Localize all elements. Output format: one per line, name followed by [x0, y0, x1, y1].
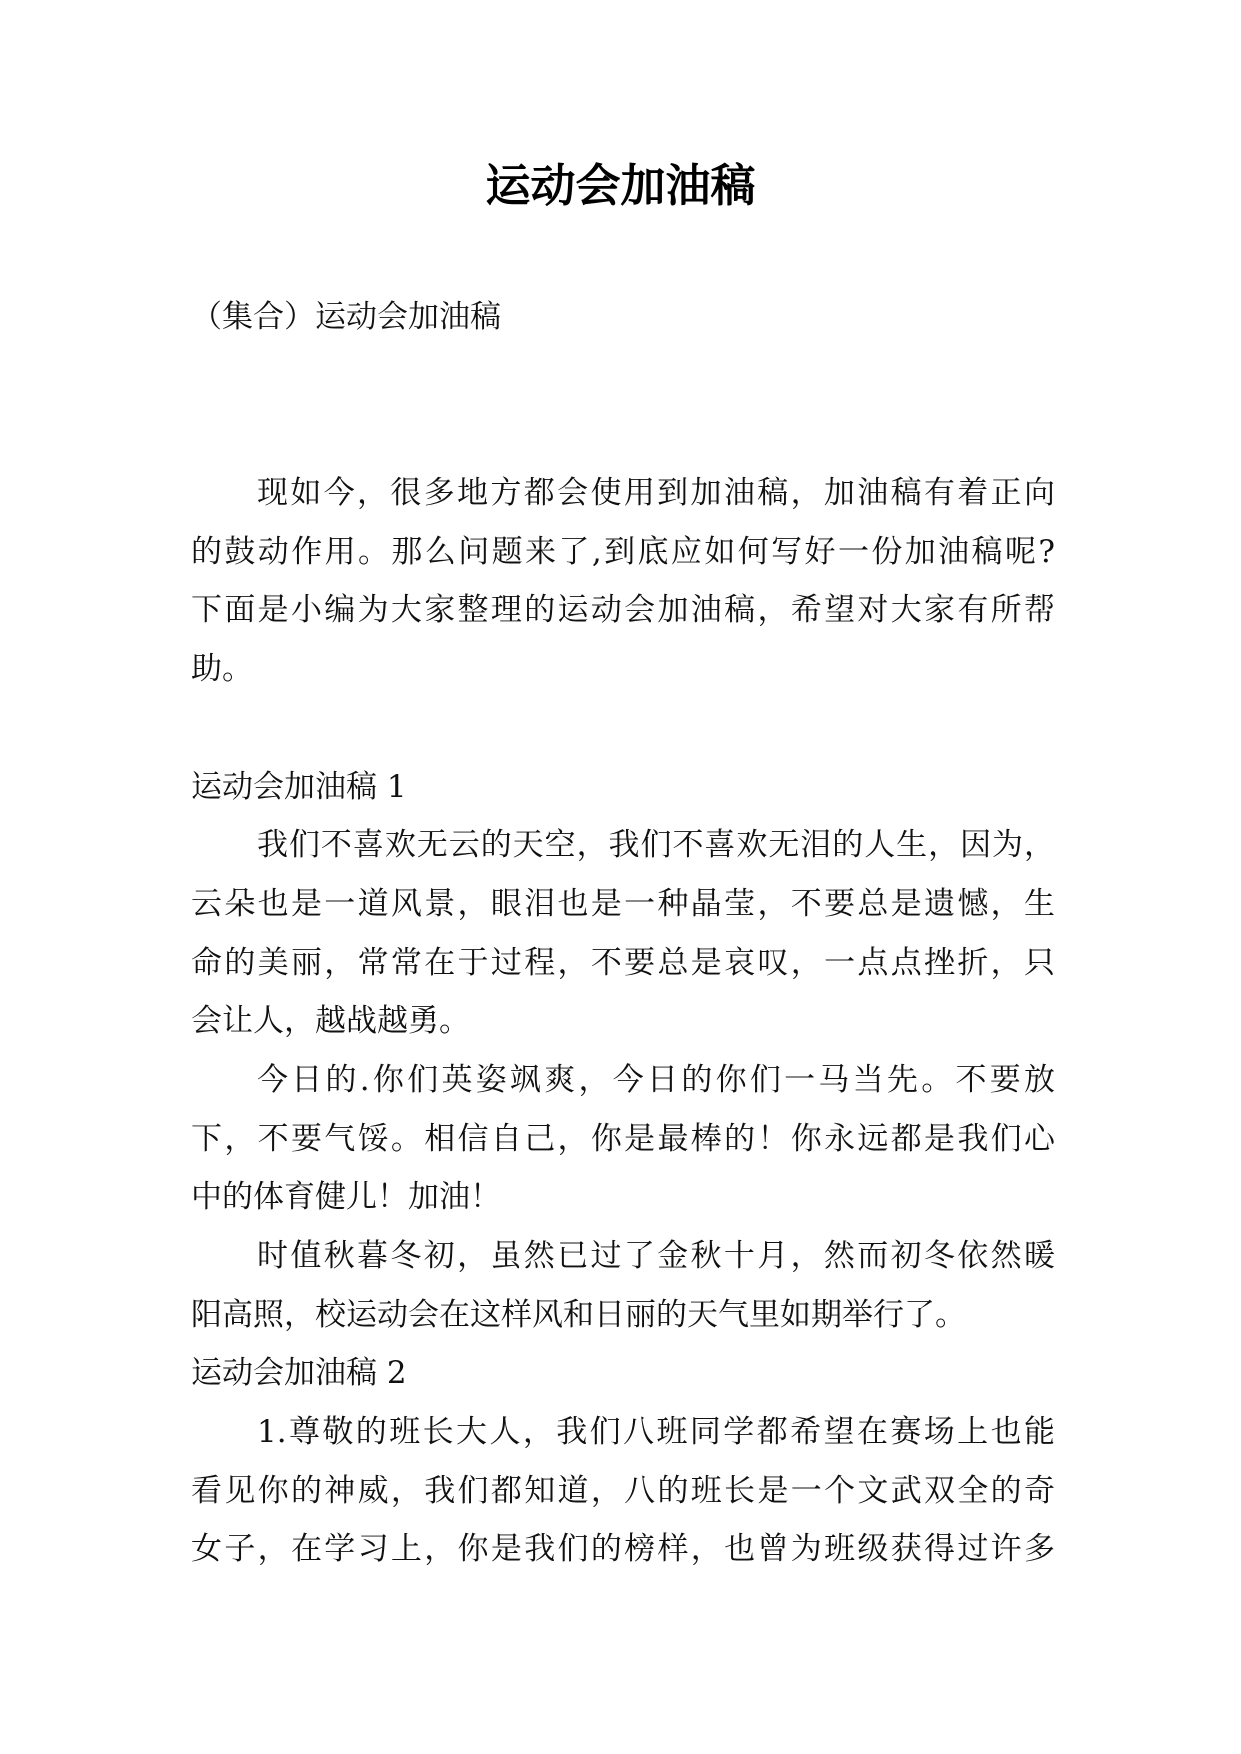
- section-heading: 运动会加油稿 2: [191, 1355, 407, 1392]
- paragraph-line: 1.尊敬的班长大人，我们八班同学都希望在赛场上也能: [257, 1414, 1055, 1451]
- section-paragraph: [191, 816, 1055, 1051]
- paragraph-line: 现如今，很多地方都会使用到加油稿，加油稿有着正向: [257, 475, 1055, 512]
- section-paragraph: [191, 1051, 1055, 1227]
- document-title: 运动会加油稿: [485, 159, 756, 212]
- paragraph-line: 助。: [191, 651, 253, 688]
- section-heading: 运动会加油稿 1: [191, 768, 407, 805]
- paragraph-line: 的鼓动作用。那么问题来了,到底应如何写好一份加油稿呢?: [191, 533, 1055, 570]
- paragraph-line: 今日的.你们英姿飒爽，今日的你们一马当先。不要放: [257, 1061, 1055, 1098]
- document-subtitle: （集合）运动会加油稿: [191, 299, 501, 335]
- section-paragraph: [191, 1227, 1055, 1344]
- paragraph-line: 会让人，越战越勇。: [191, 1003, 470, 1040]
- paragraph-line: 时值秋暮冬初，虽然已过了金秋十月，然而初冬依然暖: [257, 1238, 1055, 1275]
- section-1: [191, 758, 1055, 1345]
- paragraph-line: 下，不要气馁。相信自己，你是最棒的！你永远都是我们心: [191, 1120, 1055, 1157]
- paragraph-line: 中的体育健儿！加油！: [191, 1179, 501, 1216]
- paragraph-line: 我们不喜欢无云的天空，我们不喜欢无泪的人生，因为，: [257, 827, 1055, 864]
- paragraph-line: 命的美丽，常常在于过程，不要总是哀叹，一点点挫折，只: [191, 944, 1055, 981]
- paragraph-line: 看见你的神威，我们都知道，八的班长是一个文武双全的奇: [191, 1472, 1055, 1509]
- document-body: [191, 288, 1055, 1579]
- paragraph-line: 下面是小编为大家整理的运动会加油稿，希望对大家有所帮: [191, 592, 1055, 629]
- section-2: [191, 1344, 1055, 1579]
- paragraph-line: 云朵也是一道风景，眼泪也是一种晶莹，不要总是遗憾，生: [191, 885, 1055, 922]
- paragraph-line: 女子，在学习上，你是我们的榜样，也曾为班级获得过许多: [191, 1531, 1055, 1568]
- intro-paragraph: [191, 464, 1055, 699]
- section-paragraph: [191, 1403, 1055, 1579]
- paragraph-line: 阳高照，校运动会在这样风和日丽的天气里如期举行了。: [191, 1296, 966, 1333]
